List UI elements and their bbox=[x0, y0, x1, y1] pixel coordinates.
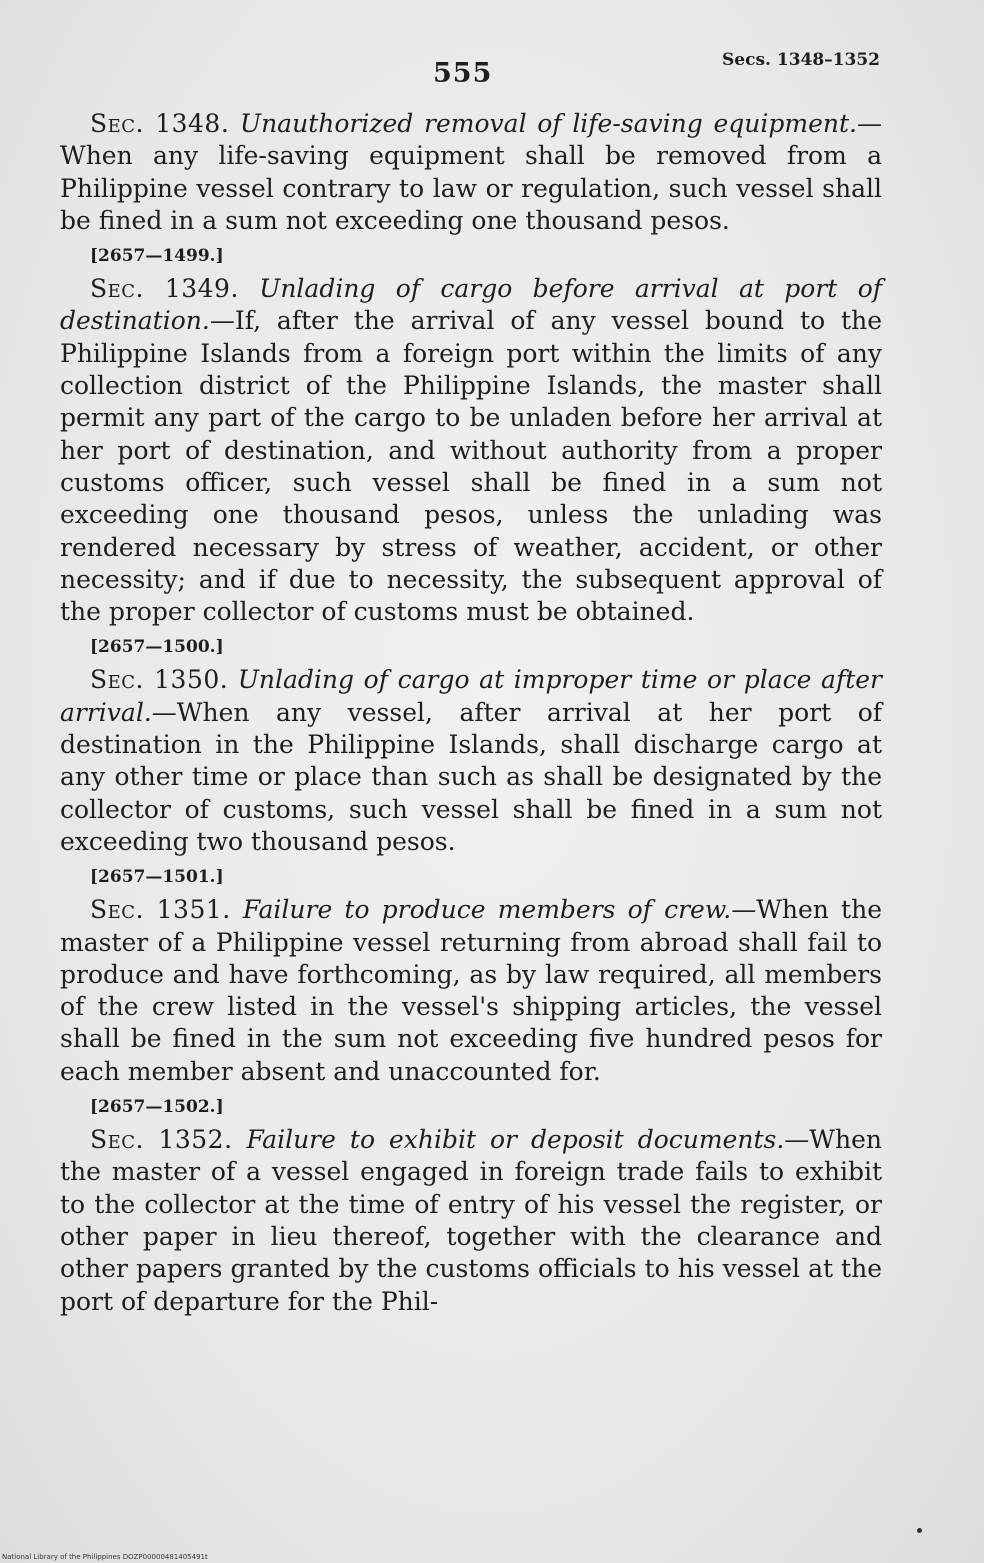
section-1350 bbox=[60, 664, 882, 892]
section-title: Unlading of cargo before arrival at port of destination.— bbox=[60, 274, 882, 336]
scan-footer-note: National Library of the Philippines DOZP00000481405491t bbox=[2, 1553, 208, 1561]
section-paragraph bbox=[60, 273, 882, 628]
section-label: Sec. 1352. bbox=[90, 1125, 233, 1155]
section-paragraph bbox=[60, 1124, 882, 1318]
scan-speck bbox=[917, 1528, 922, 1533]
section-label: Sec. 1351. bbox=[90, 895, 231, 925]
page-number: 555 bbox=[433, 58, 493, 89]
section-paragraph bbox=[60, 108, 882, 237]
section-title: Unauthorized removal of life-saving equipment.— bbox=[240, 109, 882, 138]
section-reference: [2657—1502.] bbox=[90, 1097, 224, 1118]
section-1348 bbox=[60, 108, 882, 271]
section-1349 bbox=[60, 273, 882, 662]
page-header bbox=[0, 50, 984, 100]
section-label: Sec. 1350. bbox=[90, 665, 229, 695]
section-label: Sec. 1349. bbox=[90, 274, 239, 304]
section-reference: [2657—1500.] bbox=[90, 637, 224, 658]
section-title: Unlading of cargo at improper time or place after arrival.— bbox=[60, 665, 882, 727]
section-label: Sec. 1348. bbox=[90, 109, 230, 138]
section-text: When the master of a vessel engaged in foreign trade fails to exhibit to the collector at the time of entry of his vessel the register, or other paper in lieu thereof, together with the clearance and other papers granted by the customs officials to his vessel at the port of departure for the Phil- bbox=[60, 1125, 882, 1316]
section-1351 bbox=[60, 894, 882, 1122]
section-text: When any life-saving equipment shall be removed from a Philippine vessel contrary to law or regulation, such vessel shall be fined in a sum not exceeding one thousand pesos. bbox=[60, 141, 882, 235]
section-text: If, after the arrival of any vessel bound to the Philippine Islands from a foreign port within the limits of any collection district of the Philippine Islands, the master shall permit any part of the cargo to be unladen before her arrival at her port of destination, and without authority from a proper customs officer, such vessel shall be fined in a sum not exceeding one thousand pesos, unless the unlading was rendered necessary by stress of weather, accident, or other necessity; and if due to necessity, the subsequent approval of the proper collector of customs must be obtained. bbox=[60, 306, 882, 627]
section-title: Failure to exhibit or deposit documents.— bbox=[246, 1125, 810, 1155]
section-paragraph bbox=[60, 894, 882, 1088]
section-reference: [2657—1501.] bbox=[90, 867, 224, 888]
running-head: Secs. 1348–1352 bbox=[722, 50, 880, 70]
section-text: When the master of a Philippine vessel returning from abroad shall fail to produce and have forthcoming, as by law required, all members of the crew listed in the vessel's shipping articles, the vessel shall be fined in the sum not exceeding five hundred pesos for each member absent and unaccounted for. bbox=[60, 895, 882, 1086]
body-text bbox=[60, 108, 882, 1318]
section-1352 bbox=[60, 1124, 882, 1318]
section-title: Failure to produce members of crew.— bbox=[242, 895, 757, 925]
section-paragraph bbox=[60, 664, 882, 858]
section-reference: [2657—1499.] bbox=[90, 246, 224, 267]
section-text: When any vessel, after arrival at her port of destination in the Philippine Islands, shall discharge cargo at any other time or place than such as shall be designated by the collector of customs, such vessel shall be fined in a sum not exceeding two thousand pesos. bbox=[60, 697, 882, 856]
